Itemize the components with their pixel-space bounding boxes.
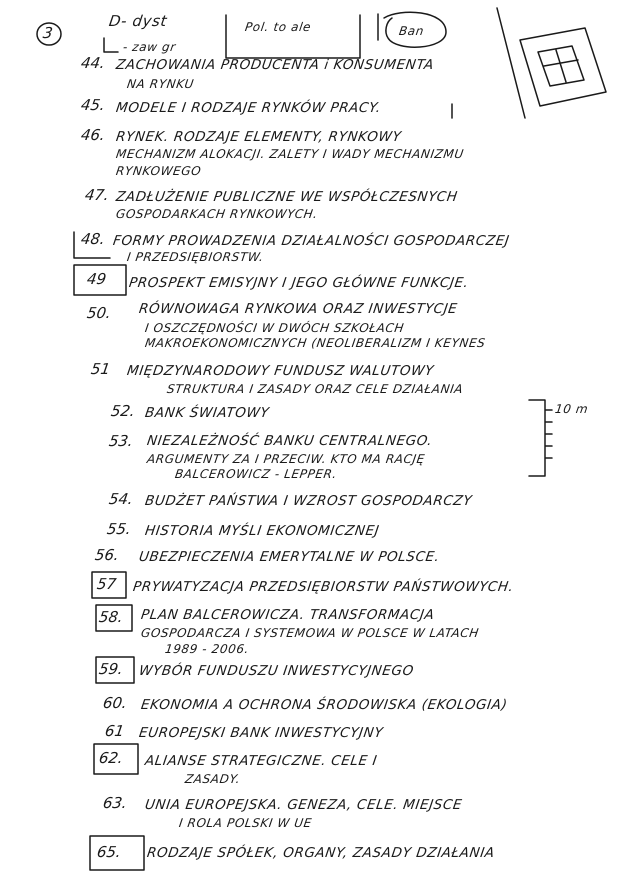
item-59-line-1: WYBÓR FUNDUSZU INWESTYCYJNEGO bbox=[137, 663, 415, 679]
item-63-line-2: I ROLA POLSKI W UE bbox=[178, 816, 313, 830]
item-50-line-3: MAKROEKONOMICZNYCH (NEOLIBERALIZM I KEYNES bbox=[144, 336, 487, 350]
item-47-line-1: ZADŁUŻENIE PUBLICZNE WE WSPÓŁCZESNYCH bbox=[114, 189, 459, 205]
item-number-46: 46. bbox=[79, 126, 107, 144]
item-number-45: 45. bbox=[79, 96, 107, 114]
item-number-61: 61 bbox=[103, 722, 126, 740]
header-note-a: D- dyst bbox=[107, 12, 169, 30]
item-62-line-2: ZASADY. bbox=[184, 772, 242, 786]
item-47-line-2: GOSPODARKACH RYNKOWYCH. bbox=[115, 207, 319, 221]
item-number-44: 44. bbox=[79, 54, 107, 72]
item-56-line-1: UBEZPIECZENIA EMERYTALNE W POLSCE. bbox=[137, 549, 441, 565]
header-note-c: Ban bbox=[398, 24, 425, 38]
header-note-d: - zaw gr bbox=[122, 40, 177, 54]
item-number-56: 56. bbox=[93, 546, 121, 564]
item-53-line-1: NIEZALEŻNOŚĆ BANKU CENTRALNEGO. bbox=[145, 433, 434, 449]
item-number-54: 54. bbox=[107, 490, 135, 508]
item-44-line-2: NA RYNKU bbox=[126, 77, 195, 91]
item-54-line-1: BUDŻET PAŃSTWA I WZROST GOSPODARCZY bbox=[143, 493, 474, 509]
item-53-line-3: BALCEROWICZ - LEPPER. bbox=[174, 467, 338, 481]
item-number-48: 48. bbox=[79, 230, 107, 248]
item-50-line-1: RÓWNOWAGA RYNKOWA ORAZ INWESTYCJE bbox=[137, 301, 459, 317]
item-number-51: 51 bbox=[89, 360, 112, 378]
sketch-line bbox=[497, 8, 525, 118]
item-62-line-1: ALIANSE STRATEGICZNE. CELE I bbox=[143, 753, 379, 769]
page-number: 3 bbox=[41, 24, 54, 42]
item-65-line-1: RODZAJE SPÓŁEK, ORGANY, ZASADY DZIAŁANIA bbox=[145, 845, 496, 861]
item-46-line-1: RYNEK. RODZAJE ELEMENTY, RYNKOWY bbox=[114, 129, 403, 145]
header-box-1 bbox=[104, 38, 118, 52]
item-51-line-2: STRUKTURA I ZASADY ORAZ CELE DZIAŁANIA bbox=[166, 382, 465, 396]
item-number-65: 65. bbox=[95, 843, 123, 861]
item-52-line-1: BANK ŚWIATOWY bbox=[143, 405, 271, 421]
item-number-63: 63. bbox=[101, 794, 129, 812]
item-58-line-1: PLAN BALCEROWICZA. TRANSFORMACJA bbox=[139, 607, 436, 623]
item-57-line-1: PRYWATYZACJA PRZEDSIĘBIORSTW PAŃSTWOWYCH. bbox=[131, 579, 515, 595]
item-48-line-2: I PRZEDSIĘBIORSTW. bbox=[126, 250, 265, 264]
item-58-line-3: 1989 - 2006. bbox=[164, 642, 251, 656]
item-45-line-1: MODELE I RODZAJE RYNKÓW PRACY. bbox=[114, 100, 383, 116]
item-number-62: 62. bbox=[97, 749, 125, 767]
item-number-58: 58. bbox=[97, 608, 125, 626]
item-46-line-3: RYNKOWEGO bbox=[115, 164, 203, 178]
item-53-line-2: ARGUMENTY ZA I PRZECIW. KTO MA RACJĘ bbox=[146, 452, 426, 466]
box-53-ruler bbox=[529, 400, 552, 476]
item-number-55: 55. bbox=[105, 520, 133, 538]
item-49-line-1: PROSPEKT EMISYJNY I JEGO GŁÓWNE FUNKCJE. bbox=[127, 275, 470, 291]
margin-note-10m: 10 m bbox=[554, 402, 590, 416]
item-number-53: 53. bbox=[107, 432, 135, 450]
item-48-line-1: FORMY PROWADZENIA DZIAŁALNOŚCI GOSPODARCZEJ bbox=[111, 233, 511, 249]
item-58-line-2: GOSPODARCZA I SYSTEMOWA W POLSCE W LATACH bbox=[140, 626, 480, 640]
item-number-60: 60. bbox=[101, 694, 129, 712]
item-44-line-1: ZACHOWANIA PRODUCENTA i KONSUMENTA bbox=[114, 57, 435, 73]
item-number-52: 52. bbox=[109, 402, 137, 420]
item-number-49: 49 bbox=[85, 270, 108, 288]
item-61-line-1: EUROPEJSKI BANK INWESTYCYJNY bbox=[137, 725, 385, 741]
item-number-59: 59. bbox=[97, 660, 125, 678]
item-51-line-1: MIĘDZYNARODOWY FUNDUSZ WALUTOWY bbox=[125, 363, 435, 379]
header-note-b: Pol. to ale bbox=[244, 20, 313, 34]
item-number-50: 50. bbox=[85, 304, 113, 322]
item-63-line-1: UNIA EUROPEJSKA. GENEZA, CELE. MIEJSCE bbox=[143, 797, 464, 813]
item-55-line-1: HISTORIA MYŚLI EKONOMICZNEJ bbox=[143, 523, 381, 539]
sketch-square bbox=[520, 28, 606, 106]
item-50-line-2: I OSZCZĘDNOŚCI W DWÓCH SZKOŁACH bbox=[144, 321, 406, 335]
item-number-47: 47. bbox=[83, 186, 111, 204]
sketch-cross bbox=[544, 50, 578, 82]
item-number-57: 57 bbox=[95, 575, 118, 593]
item-46-line-2: MECHANIZM ALOKACJI. ZALETY I WADY MECHANIZMU bbox=[115, 147, 465, 161]
item-60-line-1: EKONOMIA A OCHRONA ŚRODOWISKA (EKOLOGIA) bbox=[139, 697, 509, 713]
